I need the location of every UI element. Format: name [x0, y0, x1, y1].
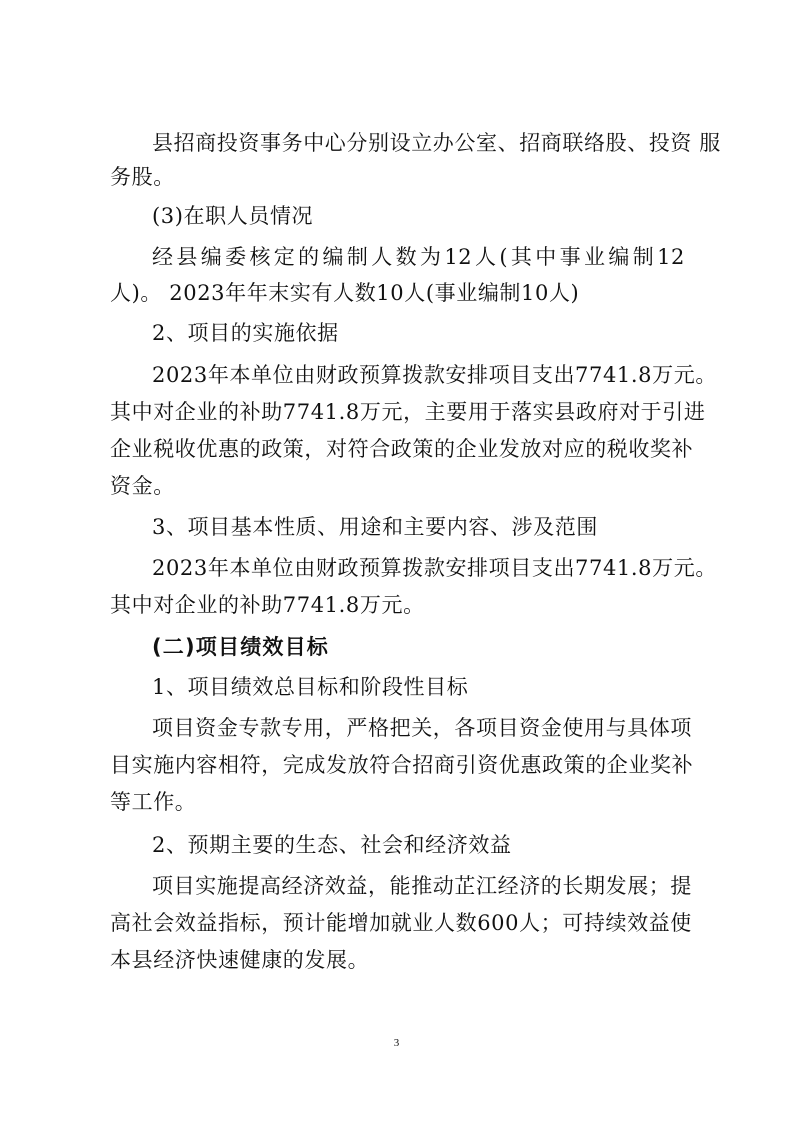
paragraph-line: 高社会效益指标，预计能增加就业人数600人；可持续效益使 — [110, 911, 692, 935]
section-heading: (3)在职人员情况 — [152, 204, 314, 228]
paragraph-line: 经县编委核定的编制人数为12人(其中事业编制12 — [152, 245, 685, 269]
paragraph-line: 项目资金专款专用，严格把关，各项目资金使用与具体项 — [152, 716, 692, 740]
paragraph-line: 目实施内容相符，完成发放符合招商引资优惠政策的企业奖补 — [110, 753, 694, 777]
section-heading: 2、项目的实施依据 — [152, 321, 339, 345]
paragraph-line: 2023年本单位由财政预算拨款安排项目支出7741.8万元。 — [152, 363, 717, 387]
paragraph-line: 本县经济快速健康的发展。 — [110, 948, 370, 972]
paragraph-line: 其中对企业的补助7741.8万元，主要用于落实县政府对于引进 — [110, 400, 706, 424]
section-heading: 1、项目绩效总目标和阶段性目标 — [152, 675, 469, 699]
paragraph-line: 2023年本单位由财政预算拨款安排项目支出7741.8万元。 — [152, 556, 717, 580]
section-heading-bold: (二)项目绩效目标 — [152, 635, 329, 659]
paragraph-line: 资金。 — [110, 474, 175, 498]
paragraph-line: 项目实施提高经济效益，能推动芷江经济的长期发展；提 — [152, 874, 692, 898]
paragraph-line: 企业税收优惠的政策，对符合政策的企业发放对应的税收奖补 — [110, 437, 694, 461]
paragraph-line: 县招商投资事务中心分别设立办公室、招商联络股、投资 服 — [152, 131, 721, 155]
section-heading: 3、项目基本性质、用途和主要内容、涉及范围 — [152, 515, 598, 539]
paragraph-line: 务股。 — [110, 165, 175, 189]
paragraph-line: 人)。 2023年年末实有人数10人(事业编制10人) — [110, 281, 580, 305]
paragraph-line: 等工作。 — [110, 790, 197, 814]
paragraph-line: 其中对企业的补助7741.8万元。 — [110, 593, 425, 617]
section-heading: 2、预期主要的生态、社会和经济效益 — [152, 833, 512, 857]
page-number: 3 — [393, 1037, 400, 1049]
